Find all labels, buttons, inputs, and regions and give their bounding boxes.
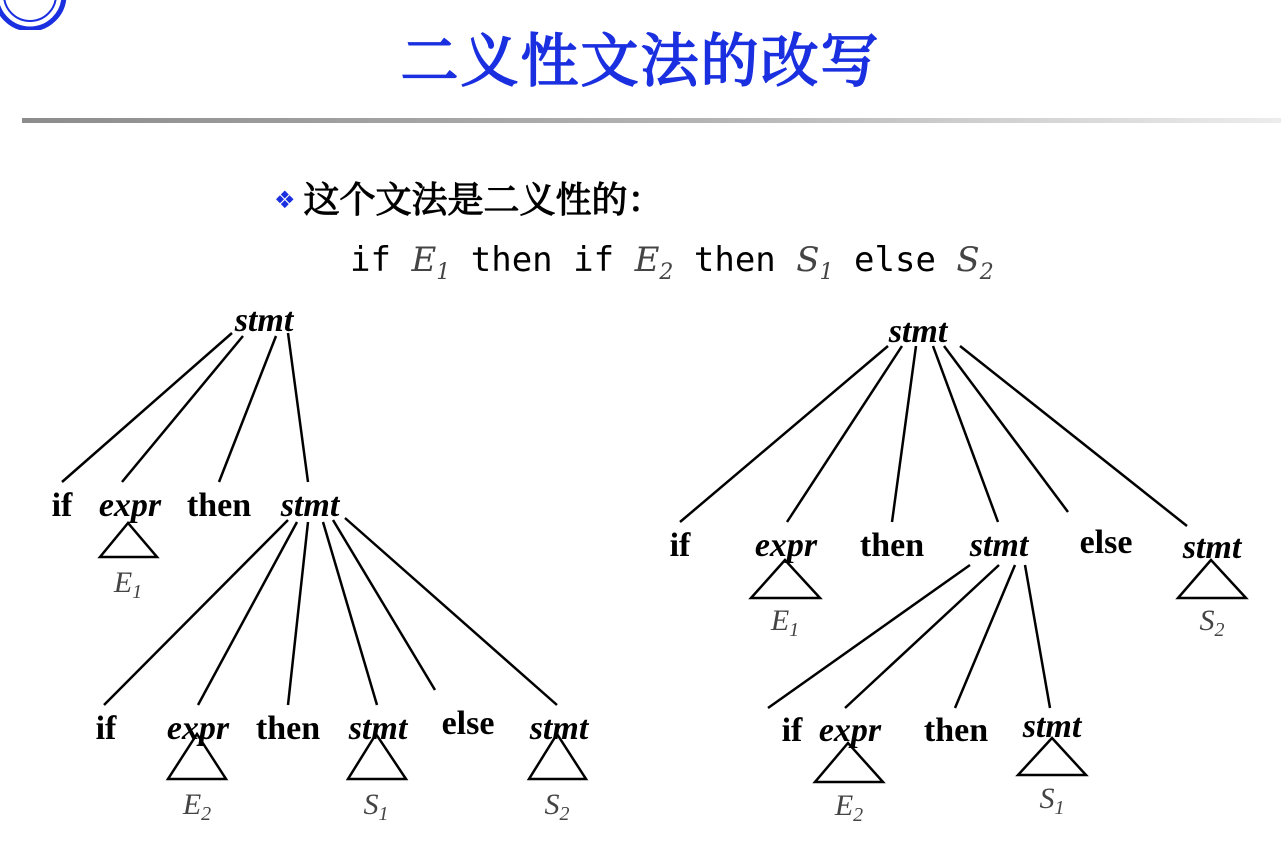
right-l1-else: else	[1079, 524, 1133, 561]
right-yield-e2: $E_2$	[834, 789, 864, 826]
triangle-right-e1	[751, 560, 820, 598]
right-l1-stmt: stmt	[969, 527, 1029, 564]
bullet-text: 这个文法是二义性的：	[303, 180, 664, 221]
right-l2-stmt: stmt	[1022, 708, 1082, 745]
left-yield-s2: $S_2$	[544, 788, 570, 825]
right-l2-if: if	[781, 712, 803, 749]
left-l2-if: if	[95, 710, 117, 747]
left-l1-stmt: stmt	[280, 487, 340, 524]
left-yield-e2: $E_2$	[182, 788, 212, 825]
right-yield-s2: $S_2$	[1199, 604, 1225, 641]
left-l2-then: then	[255, 710, 321, 747]
left-l1-then: then	[186, 487, 252, 524]
left-root-stmt: stmt	[234, 302, 294, 339]
left-yield-s1: $S_1$	[363, 788, 389, 825]
var-s2: $S_2$	[956, 240, 994, 285]
right-l1-stmt2: stmt	[1182, 529, 1242, 566]
kw-then-2: then	[693, 240, 776, 280]
right-l2-then: then	[923, 712, 989, 749]
right-root-stmt: stmt	[888, 313, 948, 350]
kw-then-1: then	[470, 240, 553, 280]
kw-if-1: if	[350, 240, 391, 280]
right-l1-if: if	[669, 527, 691, 564]
slide-title: 二义性文法的改写	[400, 27, 881, 95]
right-l2-expr: expr	[818, 712, 882, 749]
right-l1-then: then	[859, 527, 925, 564]
triangle-left-e1	[100, 523, 157, 557]
left-l2-expr: expr	[166, 710, 230, 747]
kw-if-2: if	[573, 240, 615, 280]
var-e1: $E_1$	[411, 240, 451, 285]
var-s1: $S_1$	[796, 240, 834, 285]
left-l2-else: else	[441, 705, 495, 742]
diamond-bullet-icon: ❖	[274, 186, 296, 214]
left-l1-expr: expr	[98, 487, 162, 524]
left-l2-stmt: stmt	[348, 710, 408, 747]
left-l2-stmt2: stmt	[529, 710, 589, 747]
right-l1-expr: expr	[754, 527, 818, 564]
left-yield-e1: $E_1$	[113, 566, 143, 603]
right-yield-s1: $S_1$	[1039, 782, 1065, 819]
var-e2: $E_2$	[634, 240, 674, 285]
right-yield-e1: $E_1$	[770, 604, 800, 641]
left-l1-if: if	[51, 487, 73, 524]
kw-else: else	[854, 240, 936, 280]
